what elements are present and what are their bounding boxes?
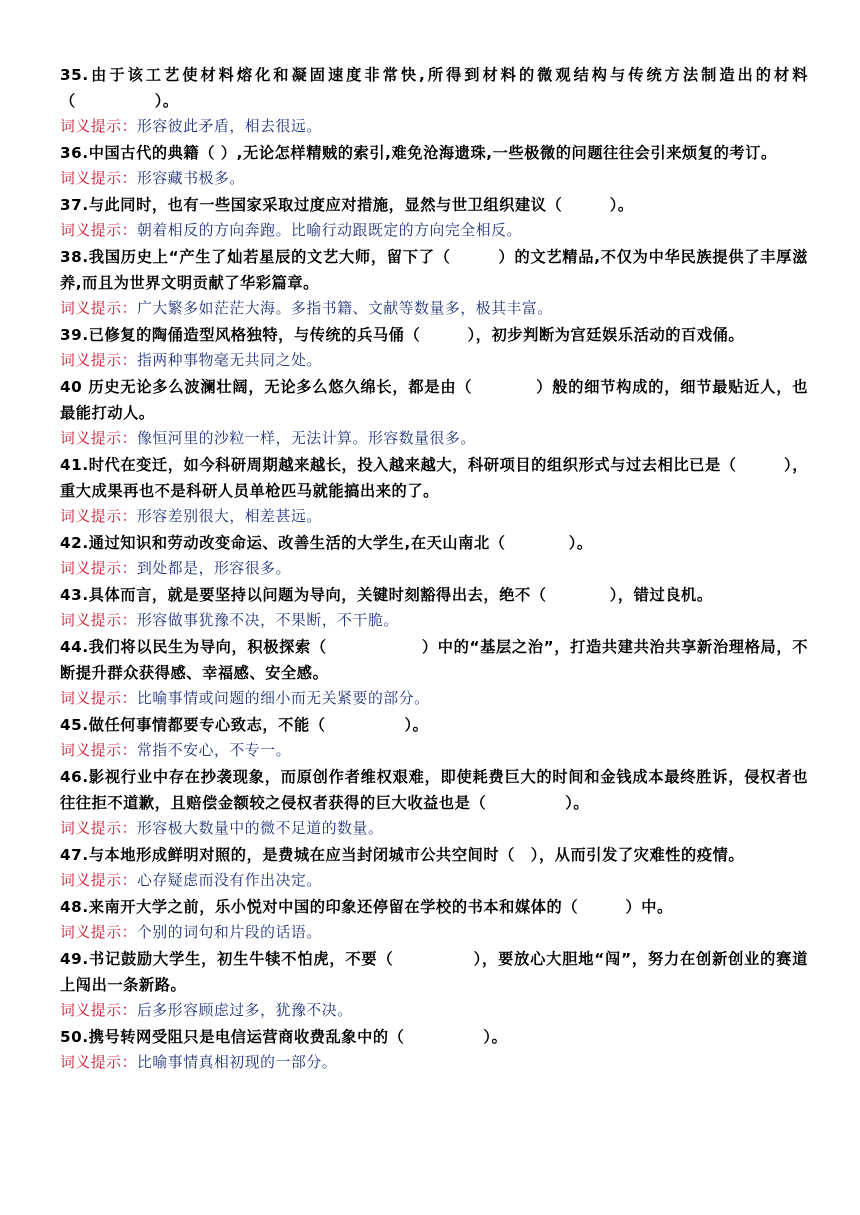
hint-text: 形容彼此矛盾，相去很远。 [137,118,322,135]
hint-line [60,686,808,712]
hint-line [60,868,808,894]
hint-text: 个别的词句和片段的话语。 [137,924,322,941]
hint-line [60,738,808,764]
question-text: 46.影视行业中存在抄袭现象，而原创作者维权艰难，即使耗费巨大的时间和金钱成本最终胜诉，侵权者也往往拒不道歉，且赔偿金额较之侵权者获得的巨大收益也是（ ）。 [60,768,808,812]
hint-text: 比喻事情或问题的细小而无关紧要的部分。 [137,690,430,707]
hint-label: 词义提示： [60,560,137,577]
exercise-item [60,764,808,842]
hint-text: 指两种事物毫无共同之处。 [137,352,322,369]
hint-line [60,348,808,374]
exercise-item [60,322,808,374]
hint-text: 形容极大数量中的微不足道的数量。 [137,820,384,837]
exercise-item [60,140,808,192]
question-text: 39.已修复的陶俑造型风格独特，与传统的兵马俑（ ），初步判断为宫廷娱乐活动的百戏俑。 [60,326,745,344]
hint-label: 词义提示： [60,1002,137,1019]
hint-label: 词义提示： [60,508,137,525]
hint-label: 词义提示： [60,430,137,447]
exercise-item [60,244,808,322]
hint-label: 词义提示： [60,742,137,759]
hint-label: 词义提示： [60,872,137,889]
question-text: 43.具体而言，就是要坚持以问题为导向，关键时刻豁得出去，绝不（ ），错过良机。 [60,586,713,604]
question-text: 38.我国历史上“产生了灿若星辰的文艺大师，留下了（ ）的文艺精品,不仅为中华民族提供了丰厚滋养,而且为世界文明贡献了华彩篇章。 [60,248,808,292]
hint-text: 广大繁多如茫茫大海。多指书籍、文献等数量多，极其丰富。 [137,300,553,317]
question-text: 45.做任何事情都要专心致志，不能（ ）。 [60,716,429,734]
question-text: 47.与本地形成鲜明对照的，是费城在应当封闭城市公共空间时（ ），从而引发了灾难性的疫情。 [60,846,745,864]
exercise-list [60,62,808,1076]
question-text: 49.书记鼓励大学生，初生牛犊不怕虎，不要（ ），要放心大胆地“闯”，努力在创新创业的赛道上闯出一条新路。 [60,950,808,994]
hint-label: 词义提示： [60,170,137,187]
question-text: 37.与此同时，也有一些国家采取过度应对措施，显然与世卫组织建议（ ）。 [60,196,634,214]
hint-line [60,556,808,582]
hint-line [60,504,808,530]
hint-line [60,608,808,634]
hint-line [60,1050,808,1076]
exercise-item [60,582,808,634]
hint-line [60,296,808,322]
question-text: 36.中国古代的典籍（ ）,无论怎样精贼的索引,难免沧海遗珠,一些极微的问题往往会引来烦复的考订。 [60,144,777,162]
hint-text: 心存疑虑而没有作出决定。 [137,872,322,889]
exercise-item [60,634,808,712]
hint-line [60,920,808,946]
question-text: 35.由于该工艺使材料熔化和凝固速度非常快,所得到材料的微观结构与传统方法制造出的材料（ ）。 [60,66,808,110]
exercise-item [60,842,808,894]
hint-text: 形容做事犹豫不决，不果断，不干脆。 [137,612,399,629]
hint-label: 词义提示： [60,820,137,837]
exercise-item [60,452,808,530]
hint-text: 后多形容顾虑过多，犹豫不决。 [137,1002,353,1019]
hint-line [60,998,808,1024]
hint-text: 常指不安心，不专一。 [137,742,291,759]
exercise-item [60,712,808,764]
exercise-item [60,192,808,244]
hint-line [60,114,808,140]
hint-text: 形容差别很大，相差甚远。 [137,508,322,525]
hint-line [60,166,808,192]
question-text: 44.我们将以民生为导向，积极探索（ ）中的“基层之治”，打造共建共治共享新治理格局，不断提升群众获得感、幸福感、安全感。 [60,638,808,682]
question-text: 42.通过知识和劳动改变命运、改善生活的大学生,在天山南北（ ）。 [60,534,593,552]
hint-text: 朝着相反的方向奔跑。比喻行动跟既定的方向完全相反。 [137,222,522,239]
hint-label: 词义提示： [60,352,137,369]
exercise-item [60,374,808,452]
question-text: 50.携号转网受阻只是电信运营商收费乱象中的（ ）。 [60,1028,508,1046]
question-text: 41.时代在变迁，如今科研周期越来越长，投入越来越大，科研项目的组织形式与过去相比已是（ ），重大成果再也不是科研人员单枪匹马就能搞出来的了。 [60,456,808,500]
exercise-item [60,530,808,582]
hint-label: 词义提示： [60,222,137,239]
hint-label: 词义提示： [60,1054,137,1071]
hint-text: 比喻事情真相初现的一部分。 [137,1054,338,1071]
hint-line [60,218,808,244]
hint-label: 词义提示： [60,300,137,317]
hint-label: 词义提示： [60,612,137,629]
hint-label: 词义提示： [60,690,137,707]
hint-line [60,426,808,452]
exercise-item [60,62,808,140]
hint-text: 像恒河里的沙粒一样，无法计算。形容数量很多。 [137,430,476,447]
exercise-item [60,894,808,946]
hint-text: 到处都是，形容很多。 [137,560,291,577]
exercise-item [60,1024,808,1076]
question-text: 40 历史无论多么波澜壮阔，无论多么悠久绵长，都是由（ ）般的细节构成的，细节最贴近人，也最能打动人。 [60,378,808,422]
exercise-item [60,946,808,1024]
hint-label: 词义提示： [60,924,137,941]
hint-label: 词义提示： [60,118,137,135]
hint-text: 形容藏书极多。 [137,170,245,187]
hint-line [60,816,808,842]
question-text: 48.来南开大学之前，乐小悦对中国的印象还停留在学校的书本和媒体的（ ）中。 [60,898,673,916]
